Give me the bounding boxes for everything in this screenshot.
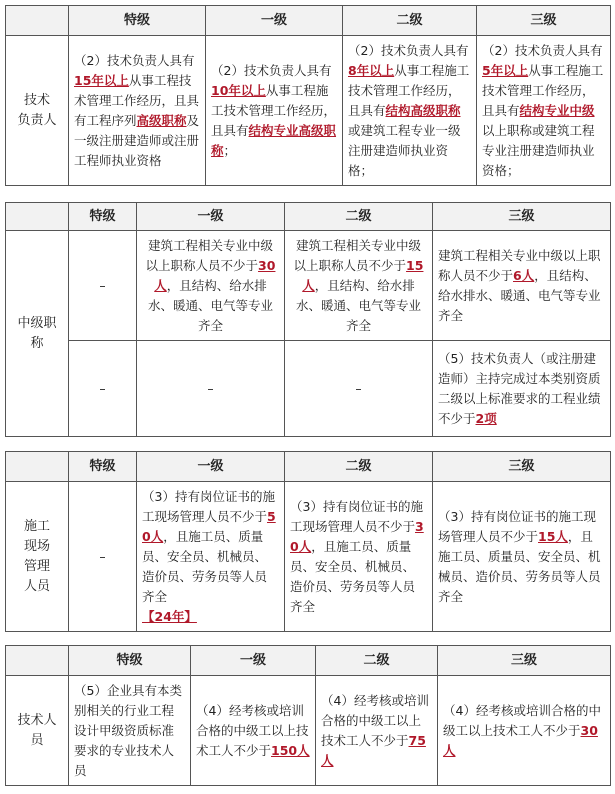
cell-special: （5）企业具有本类别相关的行业工程设计甲级资质标准要求的专业技术人员 — [69, 676, 191, 786]
row-label-mid-title: 中级职 称 — [6, 231, 69, 437]
header-grade-2: 二级 — [285, 452, 433, 482]
header-grade-2: 二级 — [343, 6, 477, 36]
header-special: 特级 — [69, 203, 137, 231]
header-grade-1: 一级 — [137, 452, 285, 482]
header-grade-2: 二级 — [285, 203, 433, 231]
cell-grade-2: （2）技术负责人具有8年以上从事工程施工技术管理工作经历，且具有结构高级职称或建筑工程专业一级注册建造师执业资格； — [343, 36, 477, 186]
header-grade-1: 一级 — [191, 646, 316, 676]
header-blank — [6, 203, 69, 231]
table-technical-lead — [5, 5, 611, 186]
header-grade-3: 三级 — [438, 646, 611, 676]
header-special: 特级 — [69, 646, 191, 676]
cell-grade-3: 建筑工程相关专业中级以上职称人员不少于6人，且结构、给水排水、暖通、电气等专业齐全 — [433, 231, 611, 341]
cell-special: – — [69, 482, 137, 632]
header-grade-1: 一级 — [137, 203, 285, 231]
header-grade-2: 二级 — [316, 646, 438, 676]
cell-grade-3-row2: （5）技术负责人（或注册建造师）主持完成过本类别资质二级以上标准要求的工程业绩不少于2项 — [433, 341, 611, 437]
header-grade-3: 三级 — [433, 203, 611, 231]
row-label-technical-staff: 技术人 员 — [6, 676, 69, 786]
cell-grade-3: （2）技术负责人具有5年以上从事工程施工技术管理工作经历，且具有结构专业中级以上职称或建筑工程专业注册建造师执业资格； — [477, 36, 611, 186]
cell-grade-2-row2: – — [285, 341, 433, 437]
table-technical-staff — [5, 645, 611, 786]
header-blank — [6, 452, 69, 482]
header-blank — [6, 6, 69, 36]
cell-grade-1: （2）技术负责人具有10年以上从事工程施工技术管理工作经历，且具有结构专业高级职称； — [206, 36, 343, 186]
table-mid-title — [5, 202, 611, 437]
cell-grade-3: （4）经考核或培训合格的中级工以上技术工人不少于30人 — [438, 676, 611, 786]
cell-grade-2: （3）持有岗位证书的施工现场管理人员不少于30人，且施工员、质量员、安全员、机械员、造价员、劳务员等人员齐全 — [285, 482, 433, 632]
cell-special: – — [69, 231, 137, 341]
table-site-managers — [5, 451, 611, 632]
cell-grade-1: 建筑工程相关专业中级以上职称人员不少于30人，且结构、给水排水、暖通、电气等专业齐全 — [137, 231, 285, 341]
header-grade-3: 三级 — [477, 6, 611, 36]
cell-special-row2: – — [69, 341, 137, 437]
header-blank — [6, 646, 69, 676]
row-label-technical-lead: 技术 负责人 — [6, 36, 69, 186]
cell-grade-1: （4）经考核或培训合格的中级工以上技术工人不少于150人 — [191, 676, 316, 786]
header-grade-3: 三级 — [433, 452, 611, 482]
cell-grade-2: （4）经考核或培训合格的中级工以上技术工人不少于75人 — [316, 676, 438, 786]
header-special: 特级 — [69, 6, 206, 36]
cell-special: （2）技术负责人具有15年以上从事工程技术管理工作经历，且具有工程序列高级职称及一级注册建造师或注册工程师执业资格 — [69, 36, 206, 186]
header-grade-1: 一级 — [206, 6, 343, 36]
cell-grade-1-row2: – — [137, 341, 285, 437]
cell-grade-1: （3）持有岗位证书的施工现场管理人员不少于50人，且施工员、质量员、安全员、机械员、造价员、劳务员等人员齐全 【24年】 — [137, 482, 285, 632]
cell-grade-3: （3）持有岗位证书的施工现场管理人员不少于15人，且施工员、质量员、安全员、机械员、造价员、劳务员等人员齐全 — [433, 482, 611, 632]
cell-grade-2: 建筑工程相关专业中级以上职称人员不少于15人，且结构、给水排水、暖通、电气等专业齐全 — [285, 231, 433, 341]
year-tag: 【24年】 — [142, 608, 197, 624]
row-label-site-managers: 施工 现场 管理 人员 — [6, 482, 69, 632]
header-special: 特级 — [69, 452, 137, 482]
